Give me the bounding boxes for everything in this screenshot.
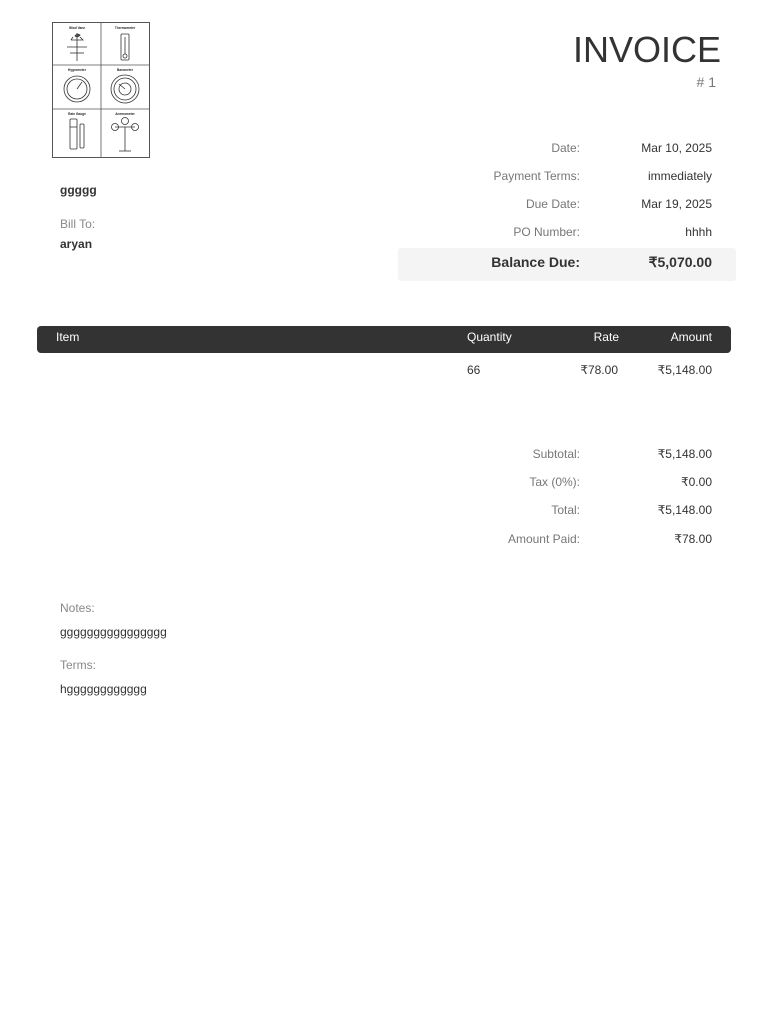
column-header-rate: Rate xyxy=(593,330,619,344)
due-date-value: Mar 19, 2025 xyxy=(641,197,712,211)
payment-terms-value: immediately xyxy=(647,169,712,183)
bill-to-label: Bill To: xyxy=(60,217,96,231)
po-number-label: PO Number: xyxy=(513,225,580,239)
row-rate: ₹78.00 xyxy=(580,363,618,377)
logo-label-wind-vane: Wind Vane xyxy=(68,26,86,30)
logo-label-hygrometer: Hygrometer xyxy=(68,68,86,72)
subtotal-value: ₹5,148.00 xyxy=(657,447,712,461)
column-header-item: Item xyxy=(56,330,80,344)
due-date-label: Due Date: xyxy=(525,197,580,211)
row-quantity: 66 xyxy=(467,363,481,377)
logo-label-rain-gauge: Rain Gauge xyxy=(68,112,86,116)
tax-value: ₹0.00 xyxy=(681,475,712,489)
column-header-quantity: Quantity xyxy=(467,330,512,344)
payment-terms-label: Payment Terms: xyxy=(493,169,580,183)
thermometer-icon xyxy=(121,34,129,60)
subtotal-label: Subtotal: xyxy=(532,447,580,461)
po-number-value: hhhh xyxy=(685,225,712,239)
tax-label: Tax (0%): xyxy=(529,475,580,489)
invoice-title: INVOICE xyxy=(572,29,721,70)
logo-label-barometer: Barometer xyxy=(117,68,133,72)
balance-due-value: ₹5,070.00 xyxy=(648,254,712,270)
barometer-icon xyxy=(111,75,139,103)
company-logo xyxy=(52,22,150,158)
terms-text: hgggggggggggg xyxy=(60,682,147,696)
rain-gauge-icon xyxy=(70,119,84,149)
table-header-bar xyxy=(37,326,731,353)
total-label: Total: xyxy=(551,503,580,517)
company-name: ggggg xyxy=(60,183,97,197)
wind-vane-icon xyxy=(67,33,87,61)
hygrometer-icon xyxy=(64,76,90,102)
amount-paid-value: ₹78.00 xyxy=(674,532,712,546)
invoice-number: # 1 xyxy=(696,74,716,90)
date-value: Mar 10, 2025 xyxy=(641,141,712,155)
amount-paid-label: Amount Paid: xyxy=(507,532,580,546)
date-label: Date: xyxy=(551,141,580,155)
bill-to-name: aryan xyxy=(60,237,93,251)
logo-label-anemometer: Anemometer xyxy=(115,112,135,116)
weather-instruments-illustration xyxy=(53,23,149,157)
total-value: ₹5,148.00 xyxy=(657,503,712,517)
terms-label: Terms: xyxy=(60,658,96,672)
row-amount: ₹5,148.00 xyxy=(657,363,712,377)
balance-due-label: Balance Due: xyxy=(491,254,580,270)
logo-label-thermometer: Thermometer xyxy=(114,26,136,30)
notes-text: gggggggggggggggg xyxy=(60,625,167,639)
column-header-amount: Amount xyxy=(670,330,712,344)
notes-label: Notes: xyxy=(60,601,95,615)
anemometer-icon xyxy=(112,118,139,152)
